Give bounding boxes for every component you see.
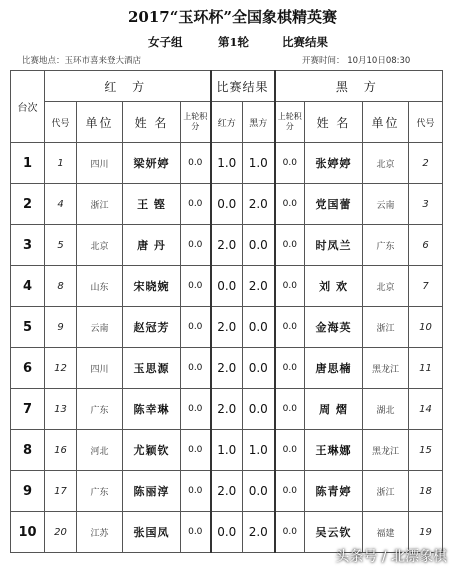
black-name: 时凤兰: [305, 225, 363, 266]
black-unit: 北京: [363, 143, 409, 184]
black-code: 10: [409, 307, 443, 348]
red-name: 唐 丹: [123, 225, 181, 266]
black-prev-points: 0.0: [275, 348, 305, 389]
red-unit: 云南: [77, 307, 123, 348]
table-row: [11, 430, 443, 471]
red-prev-points: 0.0: [181, 471, 211, 512]
black-unit: 浙江: [363, 307, 409, 348]
red-result: 0.0: [211, 512, 243, 553]
table-row: [11, 307, 443, 348]
board-number: 7: [11, 389, 45, 430]
red-unit: 河北: [77, 430, 123, 471]
red-result: 2.0: [211, 471, 243, 512]
red-unit: 广东: [77, 389, 123, 430]
red-name: 玉思源: [123, 348, 181, 389]
black-code: 7: [409, 266, 443, 307]
table-row: [11, 389, 443, 430]
red-unit: 江苏: [77, 512, 123, 553]
red-prev-points: 0.0: [181, 266, 211, 307]
black-result: 1.0: [243, 430, 275, 471]
black-prev-points: 0.0: [275, 512, 305, 553]
table-row: [11, 348, 443, 389]
red-result: 2.0: [211, 348, 243, 389]
black-code: 11: [409, 348, 443, 389]
red-code: 1: [45, 143, 77, 184]
black-code: 3: [409, 184, 443, 225]
red-unit: 北京: [77, 225, 123, 266]
start-time-text: 开赛时间： 10月10日08:30: [302, 56, 411, 66]
black-code: 15: [409, 430, 443, 471]
black-result: 0.0: [243, 307, 275, 348]
red-code: 4: [45, 184, 77, 225]
red-unit: 山东: [77, 266, 123, 307]
black-unit: 浙江: [363, 471, 409, 512]
black-unit: 湖北: [363, 389, 409, 430]
red-code: 8: [45, 266, 77, 307]
red-result: 2.0: [211, 389, 243, 430]
board-number: 6: [11, 348, 45, 389]
red-code: 9: [45, 307, 77, 348]
black-unit: 广东: [363, 225, 409, 266]
black-name: 张婷婷: [305, 143, 363, 184]
red-name: 梁妍婷: [123, 143, 181, 184]
black-unit: 黑龙江: [363, 348, 409, 389]
black-prev-points: 0.0: [275, 471, 305, 512]
black-prev-points: 0.0: [275, 143, 305, 184]
red-result: 1.0: [211, 430, 243, 471]
black-code: 2: [409, 143, 443, 184]
header-red-unit: 单位: [77, 102, 123, 143]
red-prev-points: 0.0: [181, 348, 211, 389]
black-name: 吴云钦: [305, 512, 363, 553]
table-row: [11, 143, 443, 184]
red-name: 尤颖钦: [123, 430, 181, 471]
black-result: 0.0: [243, 471, 275, 512]
board-number: 5: [11, 307, 45, 348]
black-unit: 北京: [363, 266, 409, 307]
red-code: 20: [45, 512, 77, 553]
header-black: 黑 方: [275, 71, 443, 102]
venue-text: 比赛地点：玉环市喜来登大酒店: [22, 56, 142, 66]
black-code: 18: [409, 471, 443, 512]
black-prev-points: 0.0: [275, 266, 305, 307]
black-code: 14: [409, 389, 443, 430]
red-code: 5: [45, 225, 77, 266]
black-prev-points: 0.0: [275, 307, 305, 348]
red-name: 王 铿: [123, 184, 181, 225]
black-name: 陈青婷: [305, 471, 363, 512]
red-name: 张国凤: [123, 512, 181, 553]
red-result: 2.0: [211, 225, 243, 266]
red-prev-points: 0.0: [181, 143, 211, 184]
red-name: 赵冠芳: [123, 307, 181, 348]
red-prev-points: 0.0: [181, 512, 211, 553]
red-unit: 四川: [77, 348, 123, 389]
red-result: 2.0: [211, 307, 243, 348]
table-row: [11, 225, 443, 266]
header-black-unit: 单位: [363, 102, 409, 143]
header-red-result: 红方: [211, 102, 243, 143]
header-round: 台次: [11, 71, 45, 143]
black-name: 王琳娜: [305, 430, 363, 471]
red-prev-points: 0.0: [181, 225, 211, 266]
black-unit: 福建: [363, 512, 409, 553]
black-prev-points: 0.0: [275, 430, 305, 471]
red-code: 12: [45, 348, 77, 389]
round-label: 第1轮: [218, 35, 250, 49]
table-row: [11, 471, 443, 512]
board-number: 3: [11, 225, 45, 266]
red-name: 宋晓婉: [123, 266, 181, 307]
header-black-name: 姓 名: [305, 102, 363, 143]
black-prev-points: 0.0: [275, 184, 305, 225]
black-result: 0.0: [243, 389, 275, 430]
header-red-prev-points: 上轮积分: [181, 102, 211, 143]
black-name: 党国蕾: [305, 184, 363, 225]
black-result: 0.0: [243, 225, 275, 266]
board-number: 9: [11, 471, 45, 512]
board-number: 8: [11, 430, 45, 471]
red-code: 16: [45, 430, 77, 471]
board-number: 1: [11, 143, 45, 184]
black-name: 金海英: [305, 307, 363, 348]
black-code: 6: [409, 225, 443, 266]
header-red-name: 姓 名: [123, 102, 181, 143]
header-black-code: 代号: [409, 102, 443, 143]
red-name: 陈幸琳: [123, 389, 181, 430]
red-name: 陈丽淳: [123, 471, 181, 512]
red-result: 0.0: [211, 184, 243, 225]
black-result: 0.0: [243, 348, 275, 389]
header-black-prev-points: 上轮积分: [275, 102, 305, 143]
watermark: 头条号 / 北漂象棋: [335, 549, 447, 565]
red-prev-points: 0.0: [181, 430, 211, 471]
red-code: 17: [45, 471, 77, 512]
black-result: 2.0: [243, 512, 275, 553]
black-code: 19: [409, 512, 443, 553]
table-row: [11, 266, 443, 307]
black-prev-points: 0.0: [275, 225, 305, 266]
black-unit: 黑龙江: [363, 430, 409, 471]
page-title: 2017“玉环杯”全国象棋精英赛: [127, 8, 337, 26]
header-black-result: 黑方: [243, 102, 275, 143]
header-red: 红 方: [45, 71, 211, 102]
board-number: 2: [11, 184, 45, 225]
group-label: 女子组: [148, 35, 183, 49]
board-number: 10: [11, 512, 45, 553]
red-prev-points: 0.0: [181, 307, 211, 348]
black-name: 周 熠: [305, 389, 363, 430]
red-prev-points: 0.0: [181, 184, 211, 225]
result-label: 比赛结果: [282, 35, 328, 49]
black-name: 刘 欢: [305, 266, 363, 307]
results-table: [10, 70, 443, 553]
header-result: 比赛结果: [211, 71, 275, 102]
red-code: 13: [45, 389, 77, 430]
red-result: 0.0: [211, 266, 243, 307]
black-prev-points: 0.0: [275, 389, 305, 430]
table-row: [11, 184, 443, 225]
header-red-code: 代号: [45, 102, 77, 143]
red-unit: 广东: [77, 471, 123, 512]
red-result: 1.0: [211, 143, 243, 184]
black-unit: 云南: [363, 184, 409, 225]
black-result: 1.0: [243, 143, 275, 184]
red-unit: 四川: [77, 143, 123, 184]
black-name: 唐思楠: [305, 348, 363, 389]
black-result: 2.0: [243, 184, 275, 225]
black-result: 2.0: [243, 266, 275, 307]
board-number: 4: [11, 266, 45, 307]
red-prev-points: 0.0: [181, 389, 211, 430]
red-unit: 浙江: [77, 184, 123, 225]
